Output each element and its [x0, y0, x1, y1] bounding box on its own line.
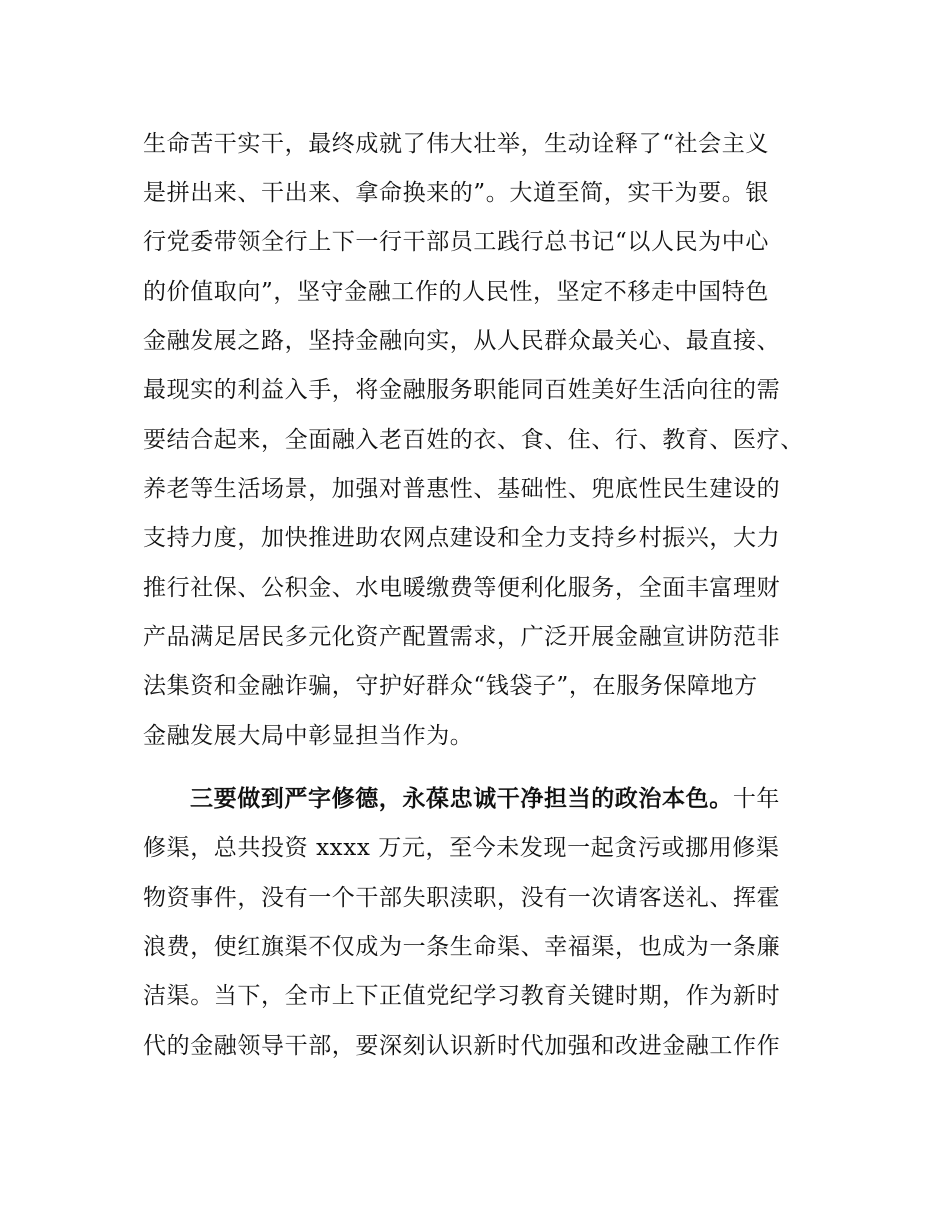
- text-line: 推行社保、公积金、水电暖缴费等便利化服务，全面丰富理财: [143, 575, 781, 601]
- text-line: 的价值取向”，坚守金融工作的人民性，坚定不移走中国特色: [143, 279, 769, 305]
- text-line: 产品满足居民多元化资产配置需求，广泛开展金融宣讲防范非: [143, 624, 781, 650]
- text-line: 洁渠。当下，全市上下正值党纪学习教育关键时期，作为新时: [143, 983, 781, 1009]
- text-line: 代的金融领导干部，要深刻认识新时代加强和改进金融工作作: [143, 1033, 781, 1059]
- text-line: 是拼出来、干出来、拿命换来的”。大道至简，实干为要。银: [143, 180, 769, 206]
- text-line: 养老等生活场景，加强对普惠性、基础性、兜底性民生建设的: [143, 476, 781, 502]
- text-line: 行党委带领全行上下一行干部员工践行总书记“以人民为中心: [143, 229, 769, 255]
- text-line: 最现实的利益入手，将金融服务职能同百姓美好生活向往的需: [143, 377, 781, 403]
- text-line: 生命苦干实干，最终成就了伟大壮举，生动诠释了“社会主义: [143, 131, 769, 157]
- paragraph-first-line: [190, 781, 780, 817]
- text-line: 金融发展大局中彰显担当作为。: [143, 723, 474, 749]
- text-line: 浪费，使红旗渠不仅成为一条生命渠、幸福渠，也成为一条廉: [143, 934, 781, 960]
- text-line: 支持力度，加快推进助农网点建设和全力支持乡村振兴，大力: [143, 525, 781, 551]
- paragraph-heading: 三要做到严字修德，永葆忠诚干净担当的政治本色。: [190, 786, 733, 812]
- text-line: 要结合起来，全面融入老百姓的衣、食、住、行、教育、医疗、: [143, 427, 804, 453]
- text-line: 物资事件，没有一个干部失职渎职，没有一次请客送礼、挥霍: [143, 885, 781, 911]
- text-line: 金融发展之路，坚持金融向实，从人民群众最关心、最直接、: [143, 328, 781, 354]
- text-line: 修渠，总共投资 xxxx 万元，至今未发现一起贪污或挪用修渠: [143, 835, 780, 861]
- text-line: 法集资和金融诈骗，守护好群众“钱袋子”，在服务保障地方: [143, 673, 758, 699]
- paragraph-lead-tail: 十年: [732, 786, 781, 812]
